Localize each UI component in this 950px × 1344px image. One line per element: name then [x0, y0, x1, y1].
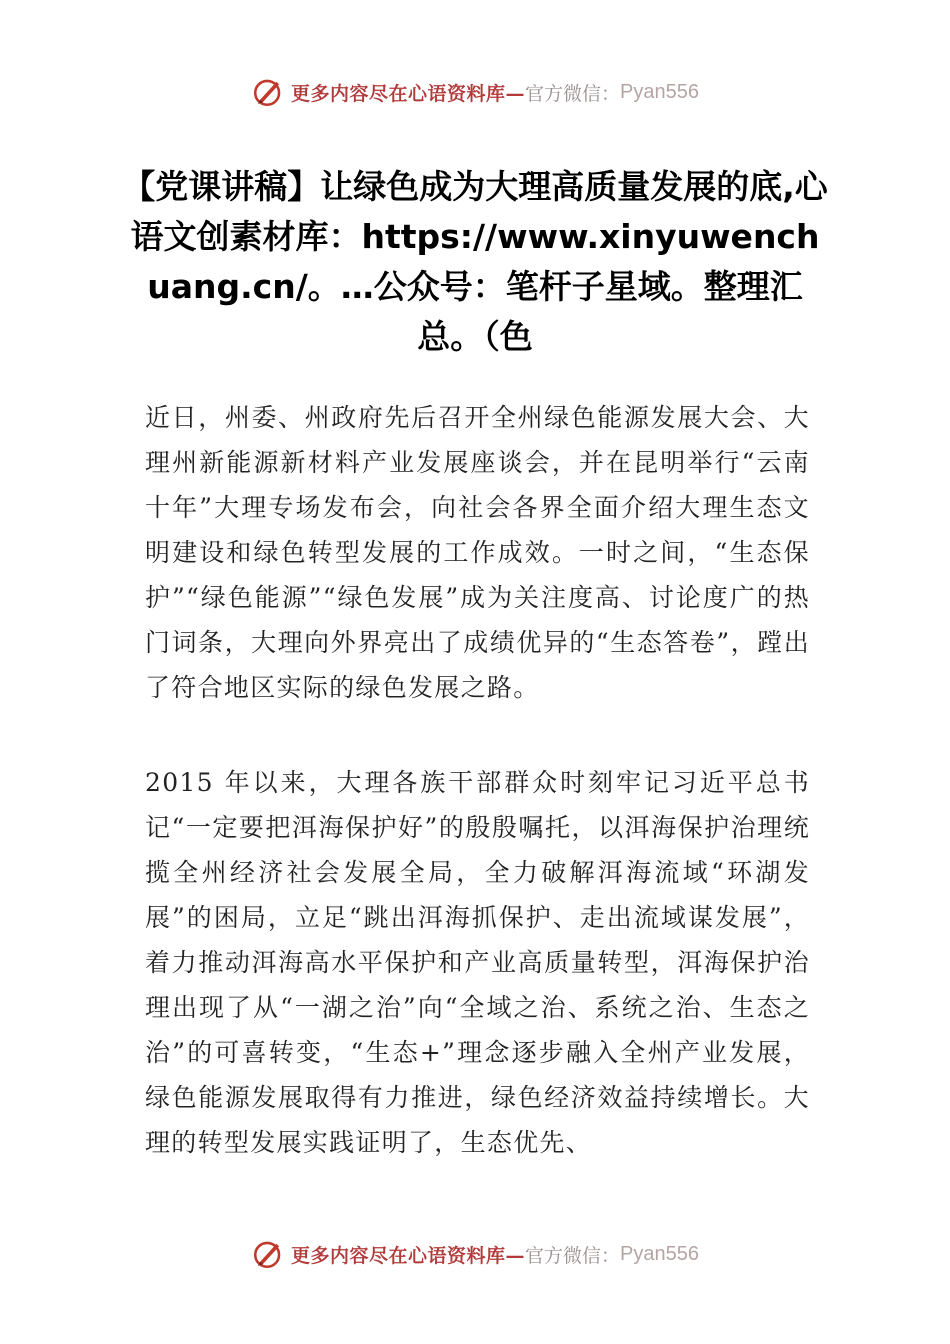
banner-text: 更多内容尽在心语资料库—	[291, 1244, 526, 1267]
banner-text: 更多内容尽在心语资料库—	[291, 82, 526, 105]
banner-wechat-id: Pyan556	[620, 80, 699, 103]
document-title: 【党课讲稿】让绿色成为大理高质量发展的底,心语文创素材库：https://www.xinyuwenchuang.cn/。…公众号：笔杆子星域。整理汇总。（色	[122, 167, 828, 356]
pen-logo-icon	[251, 75, 285, 109]
footer-banner	[0, 1234, 950, 1274]
banner-wechat-label: 官方微信：	[525, 1244, 621, 1267]
header-banner	[0, 72, 950, 112]
paragraph: 2015 年以来，大理各族干部群众时刻牢记习近平总书记“一定要把洱海保护好”的殷殷嘱托，以洱海保护治理统揽全州经济社会发展全局，全力破解洱海流域“环湖发展”的困局，立足“跳出洱海抓保护、走出流域谋发展”，着力推动洱海高水平保护和产业高质量转型，洱海保护治理出现了从“一湖之治”向“全域之治、系统之治、生态之治”的可喜转变，“生态+”理念逐步融入全州产业发展，绿色能源发展取得有力推进，绿色经济效益持续增长。大理的转型发展实践证明了，生态优先、	[145, 768, 810, 1157]
pen-logo-icon	[251, 1237, 285, 1271]
banner-wechat-id: Pyan556	[620, 1242, 699, 1265]
paragraph: 近日，州委、州政府先后召开全州绿色能源发展大会、大理州新能源新材料产业发展座谈会，并在昆明举行“云南十年”大理专场发布会，向社会各界全面介绍大理生态文明建设和绿色转型发展的工作成效。一时之间，“生态保护”“绿色能源”“绿色发展”成为关注度高、讨论度广的热门词条，大理向外界亮出了成绩优异的“生态答卷”，蹚出了符合地区实际的绿色发展之路。	[145, 403, 810, 702]
banner-wechat-label: 官方微信：	[525, 82, 621, 105]
document-body	[145, 395, 810, 1215]
